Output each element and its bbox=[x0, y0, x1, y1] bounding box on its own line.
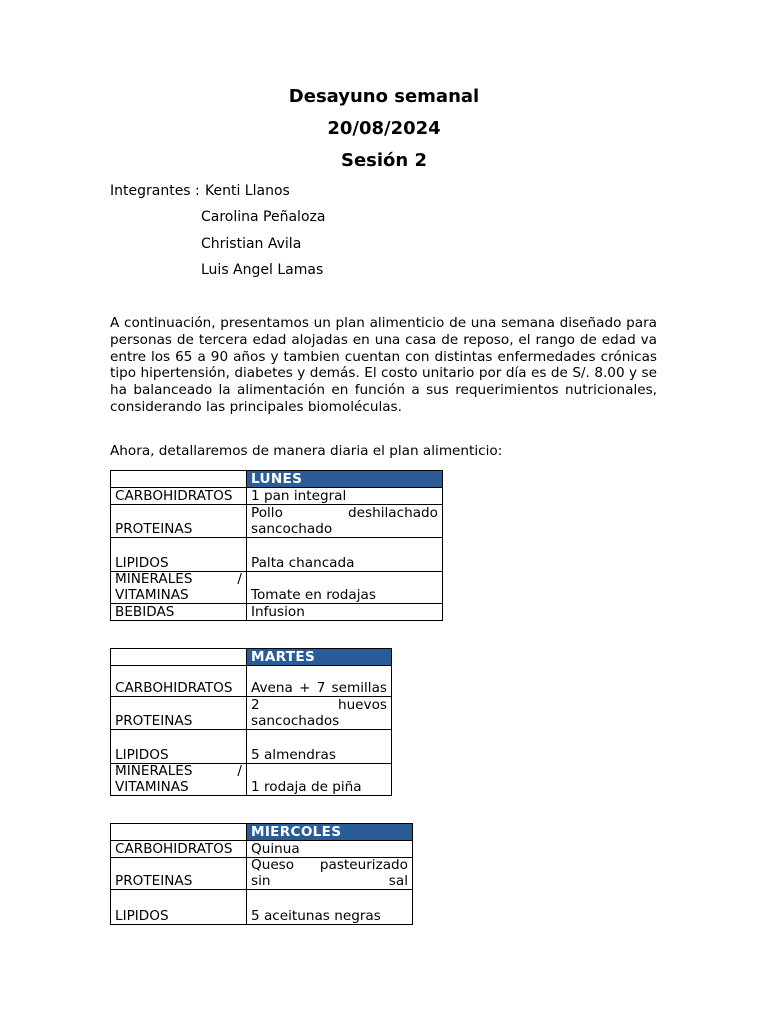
nutrient-label: BEBIDAS bbox=[111, 604, 247, 621]
nutrient-label: PROTEINAS bbox=[111, 858, 247, 890]
session-label: Sesión 2 bbox=[340, 150, 428, 171]
nutrient-label: PROTEINAS bbox=[111, 697, 247, 730]
food-item: 5 almendras bbox=[247, 730, 392, 764]
member-name: Carolina Peñaloza bbox=[201, 209, 326, 225]
nutrient-label: MINERALES / VITAMINAS bbox=[111, 572, 247, 604]
table-corner-cell bbox=[111, 824, 247, 841]
nutrient-label: LIPIDOS bbox=[111, 538, 247, 572]
nutrient-label: CARBOHIDRATOS bbox=[111, 488, 247, 505]
food-item: Tomate en rodajas bbox=[247, 572, 443, 604]
member-name: Kenti Llanos bbox=[205, 183, 290, 199]
table-corner-cell bbox=[111, 471, 247, 488]
food-item: 5 aceitunas negras bbox=[247, 890, 413, 925]
food-item: Queso pasteurizado sin sal bbox=[247, 858, 413, 890]
document-date: 20/08/2024 bbox=[327, 118, 441, 139]
food-item: Pollo deshilachado sancochado bbox=[247, 505, 443, 538]
nutrient-label: CARBOHIDRATOS bbox=[111, 841, 247, 858]
food-item: 1 pan integral bbox=[247, 488, 443, 505]
food-item: Quinua bbox=[247, 841, 413, 858]
member-name: Christian Avila bbox=[201, 236, 302, 252]
food-item: Infusion bbox=[247, 604, 443, 621]
meal-table-lunes bbox=[110, 470, 443, 621]
plan-intro-line: Ahora, detallaremos de manera diaria el plan alimenticio: bbox=[110, 443, 503, 459]
member-name: Luis Angel Lamas bbox=[201, 262, 324, 278]
food-item: 1 rodaja de piña bbox=[247, 764, 392, 796]
nutrient-label: PROTEINAS bbox=[111, 505, 247, 538]
table-corner-cell bbox=[111, 649, 247, 666]
food-item: Avena + 7 semillas bbox=[247, 666, 392, 697]
meal-table-martes bbox=[110, 648, 392, 796]
intro-paragraph: A continuación, presentamos un plan alimenticio de una semana diseñado para personas de tercera edad alojadas en una casa de reposo, el rango de edad va entre los 65 a 90 años y tambien cuentan con distintas enfermedades crónicas tipo hipertensión, diabetes y demás. El costo unitario por día es de S/. 8.00 y se ha balanceado la alimentación en función a sus requerimientos nutricionales, considerando las principales biomoléculas. bbox=[110, 315, 657, 415]
members-label: Integrantes : bbox=[110, 183, 200, 199]
document-title: Desayuno semanal bbox=[288, 86, 480, 107]
day-header: LUNES bbox=[247, 471, 443, 488]
nutrient-label: LIPIDOS bbox=[111, 730, 247, 764]
day-header: MIERCOLES bbox=[247, 824, 413, 841]
food-item: 2 huevos sancochados bbox=[247, 697, 392, 730]
nutrient-label: MINERALES / VITAMINAS bbox=[111, 764, 247, 796]
day-header: MARTES bbox=[247, 649, 392, 666]
nutrient-label: LIPIDOS bbox=[111, 890, 247, 925]
nutrient-label: CARBOHIDRATOS bbox=[111, 666, 247, 697]
food-item: Palta chancada bbox=[247, 538, 443, 572]
meal-table-miercoles bbox=[110, 823, 413, 925]
